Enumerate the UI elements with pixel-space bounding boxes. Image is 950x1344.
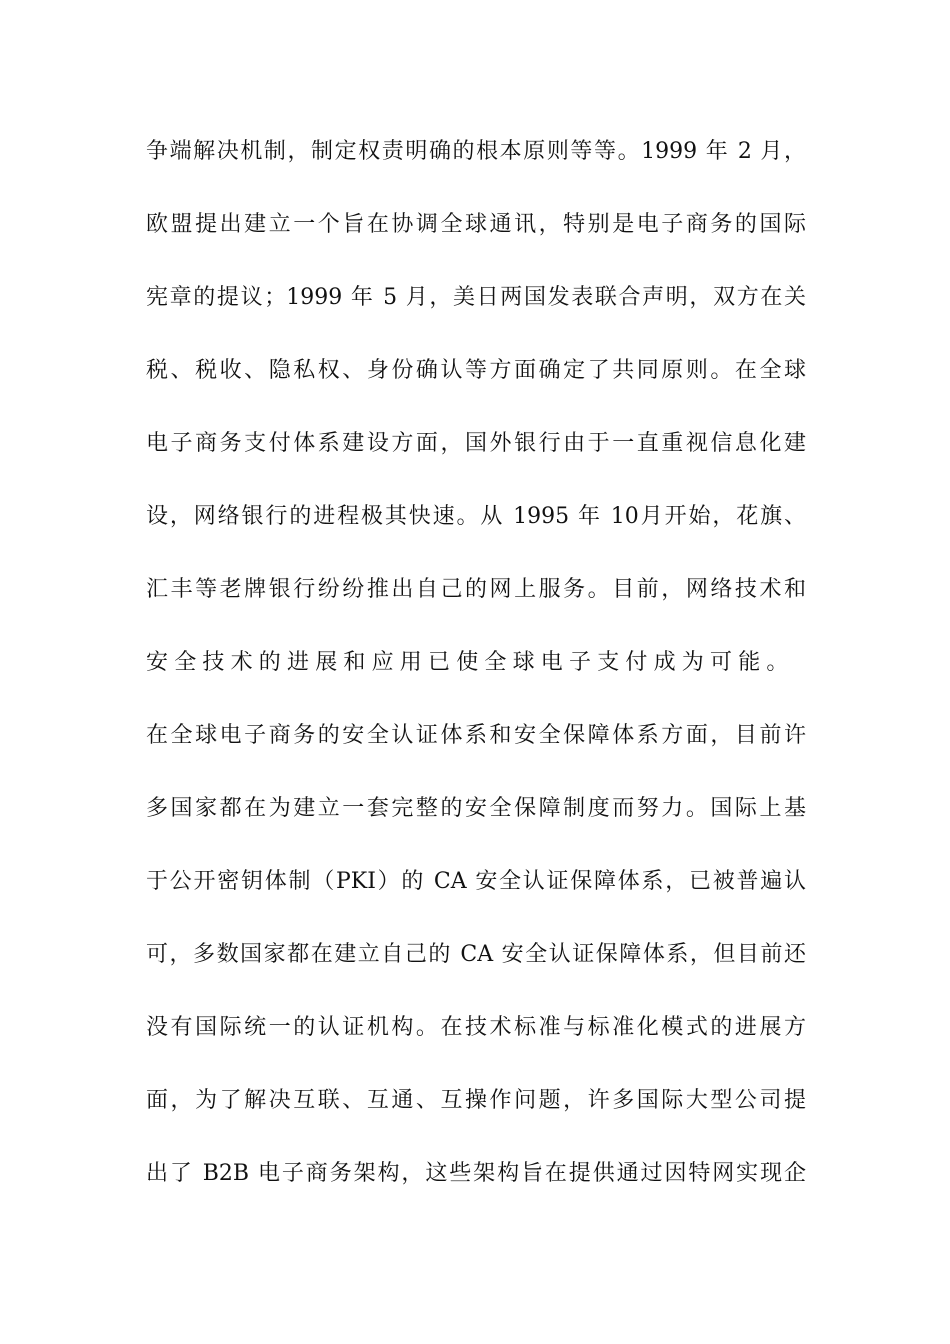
- text-line: 税、税收、隐私权、身份确认等方面确定了共同原则。在全球: [146, 358, 806, 383]
- text-line: 宪章的提议；1999 年 5 月，美日两国发表联合声明，双方在关: [146, 285, 806, 310]
- text-line: 在全球电子商务的安全认证体系和安全保障体系方面，目前许: [146, 723, 806, 748]
- text-line: 安全技术的进展和应用已使全球电子支付成为可能。: [146, 650, 795, 675]
- text-line: 可，多数国家都在建立自己的 CA 安全认证保障体系，但目前还: [146, 942, 806, 967]
- text-line: 争端解决机制，制定权责明确的根本原则等等。1999 年 2 月，: [146, 139, 806, 164]
- text-line: 设，网络银行的进程极其快速。从 1995 年 10月开始，花旗、: [146, 504, 806, 529]
- text-line: 出了 B2B 电子商务架构，这些架构旨在提供通过因特网实现企: [146, 1161, 806, 1186]
- text-line: 汇丰等老牌银行纷纷推出自己的网上服务。目前，网络技术和: [146, 577, 806, 602]
- text-line: 没有国际统一的认证机构。在技术标准与标准化模式的进展方: [146, 1015, 806, 1040]
- text-line: 面，为了解决互联、互通、互操作问题，许多国际大型公司提: [146, 1088, 806, 1113]
- text-line: 多国家都在为建立一套完整的安全保障制度而努力。国际上基: [146, 796, 806, 821]
- text-line: 于公开密钥体制（PKI）的 CA 安全认证保障体系，已被普遍认: [146, 869, 806, 894]
- text-line: 欧盟提出建立一个旨在协调全球通讯，特别是电子商务的国际: [146, 212, 806, 237]
- text-line: 电子商务支付体系建设方面，国外银行由于一直重视信息化建: [146, 431, 806, 456]
